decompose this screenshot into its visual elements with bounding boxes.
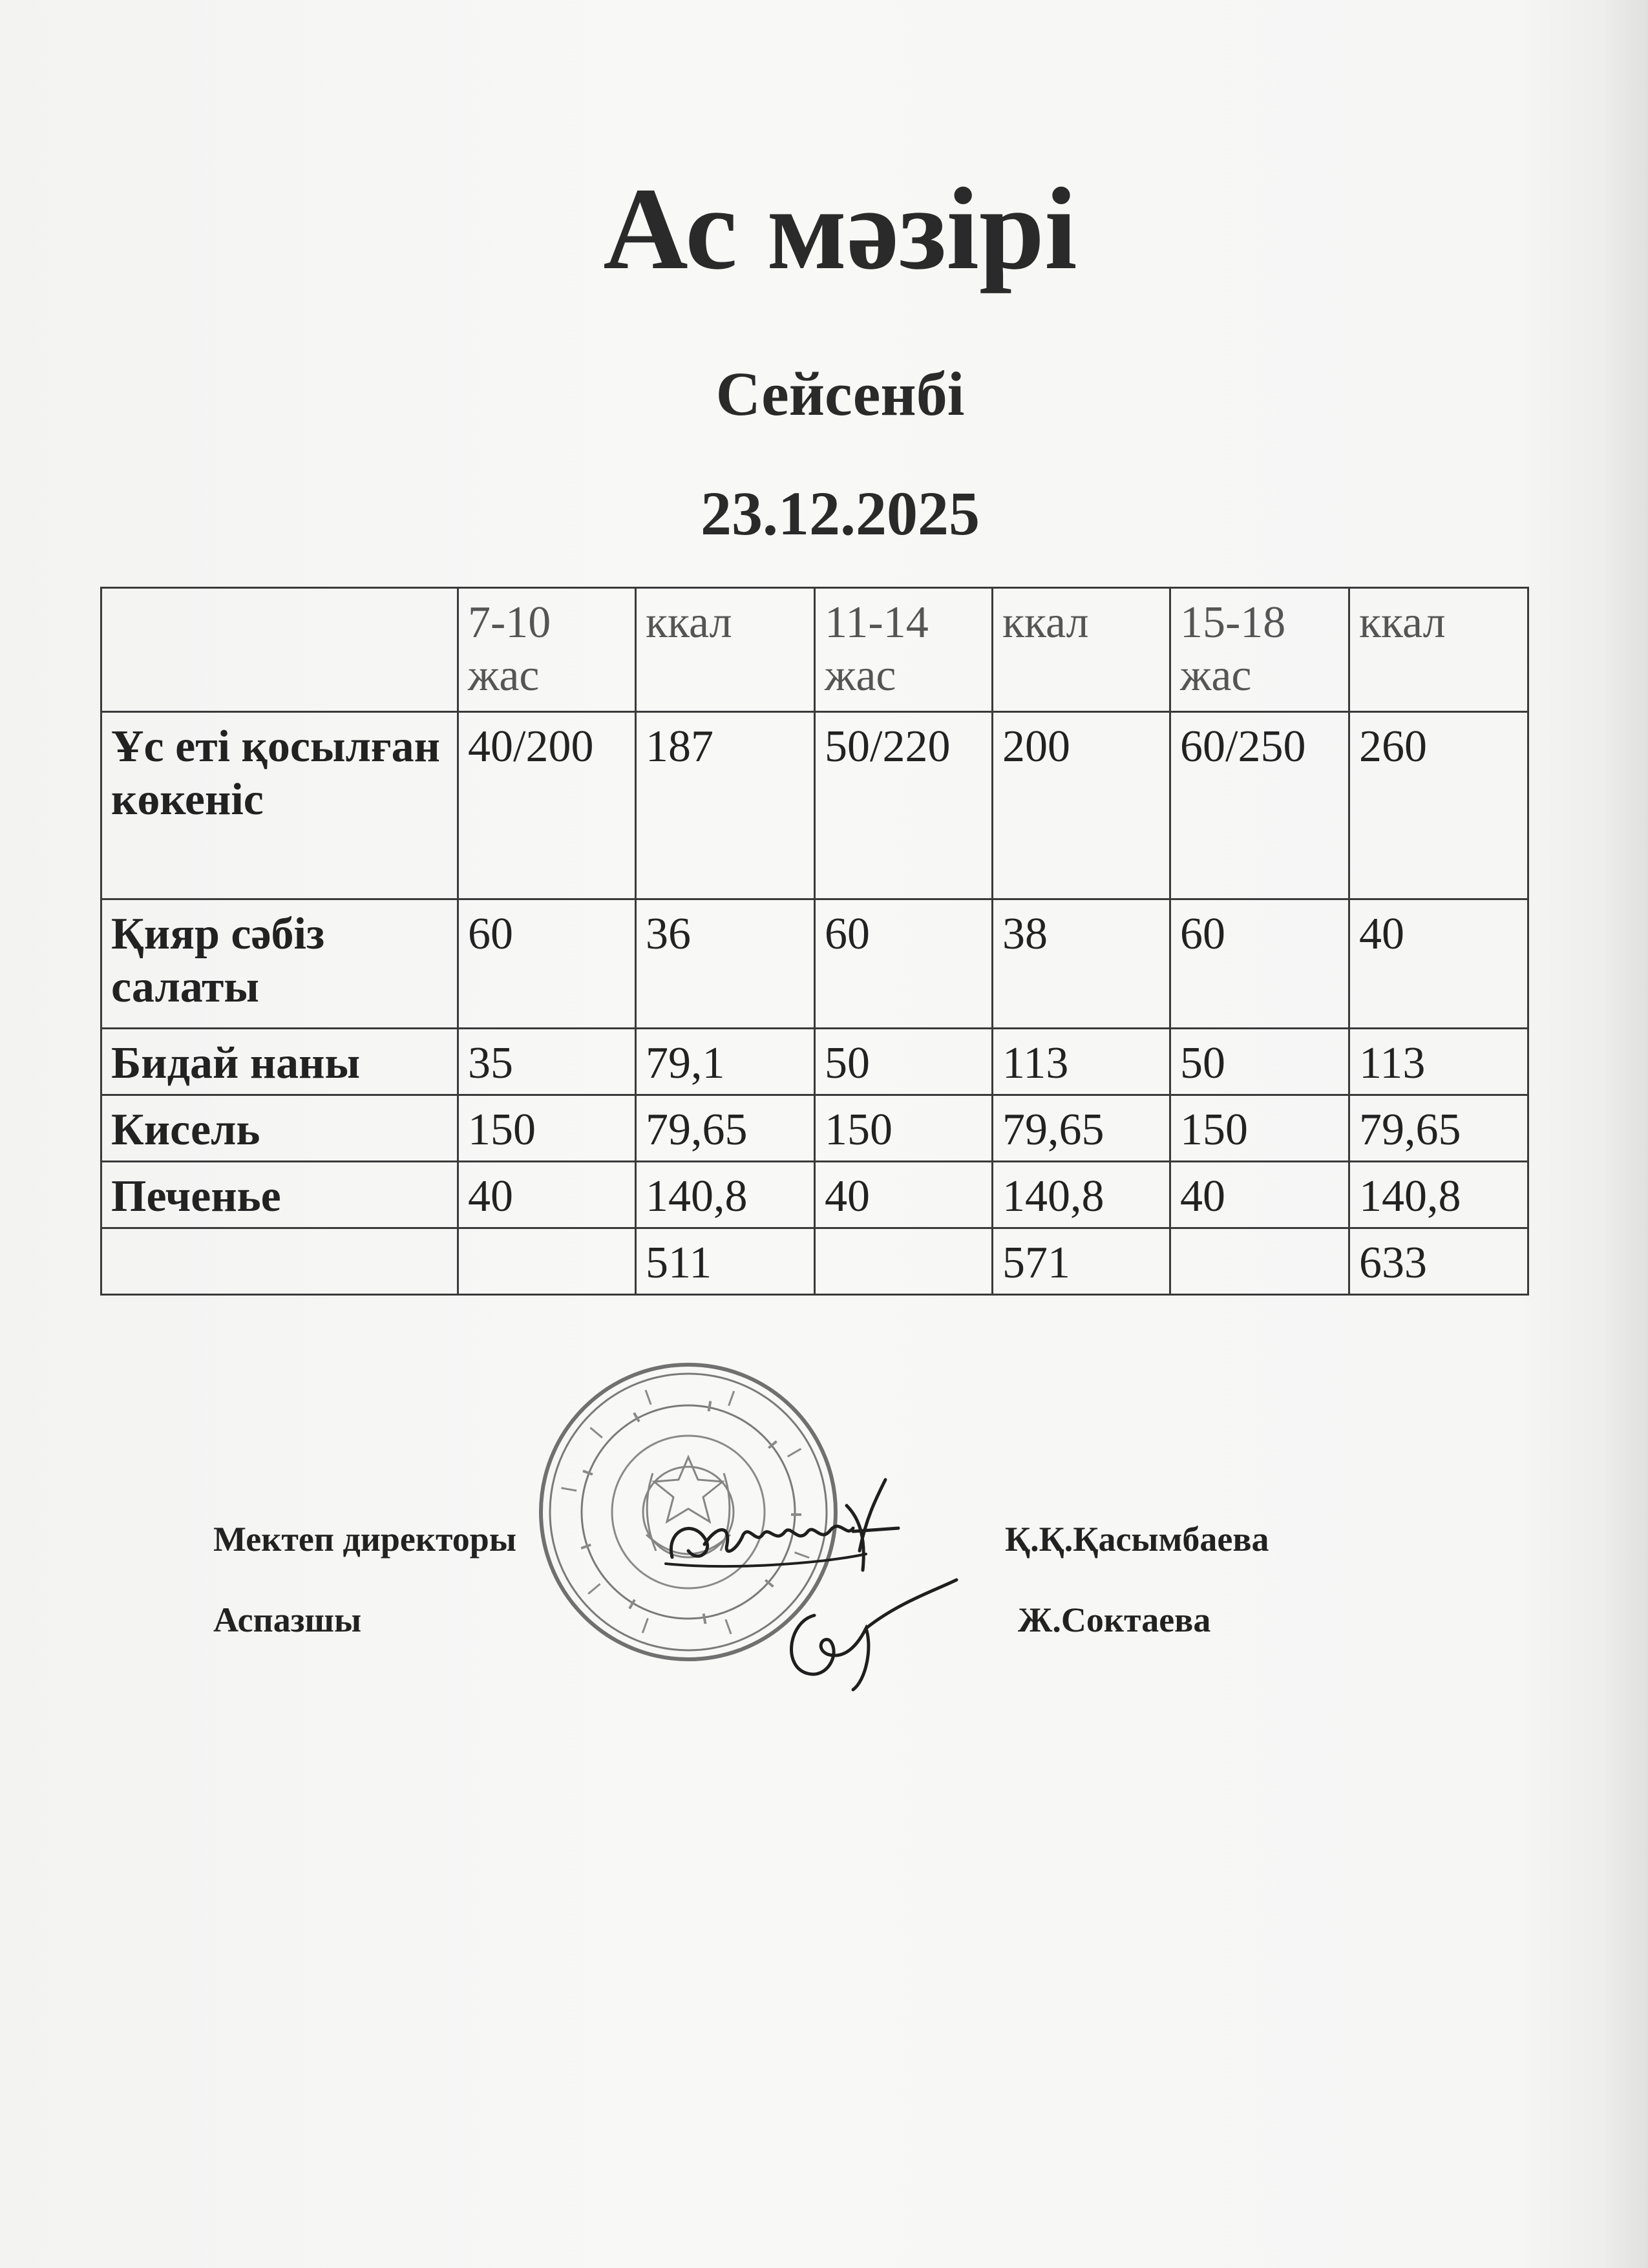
table-cell: 150 bbox=[1170, 1095, 1349, 1162]
menu-date: 23.12.2025 bbox=[701, 479, 980, 548]
table-cell: 79,65 bbox=[1349, 1095, 1528, 1162]
menu-table bbox=[100, 587, 1529, 1296]
table-cell: 40 bbox=[458, 1162, 636, 1228]
table-header-row bbox=[101, 588, 1528, 712]
header-kcal: ккал bbox=[636, 588, 815, 712]
table-cell: 60 bbox=[1170, 899, 1349, 1029]
table-cell: 60/250 bbox=[1170, 712, 1349, 899]
dish-name: Ұс еті қосылған көкеніс bbox=[101, 712, 458, 899]
cook-name: Ж.Соктаева bbox=[1018, 1601, 1211, 1639]
table-cell: 40 bbox=[1170, 1162, 1349, 1228]
header-age-7-10: 7-10 жас bbox=[458, 588, 636, 712]
total-kcal-11-14: 571 bbox=[993, 1228, 1170, 1295]
table-cell: 50 bbox=[1170, 1029, 1349, 1095]
table-row bbox=[101, 899, 1528, 1029]
document-title: Ас мәзірі bbox=[603, 164, 1077, 294]
table-cell: 79,1 bbox=[636, 1029, 815, 1095]
header-kcal: ккал bbox=[993, 588, 1170, 712]
day-of-week: Сейсенбі bbox=[715, 359, 965, 428]
table-cell: 50 bbox=[815, 1029, 993, 1095]
total-cell bbox=[1170, 1228, 1349, 1295]
table-row bbox=[101, 1029, 1528, 1095]
header-cell-empty bbox=[101, 588, 458, 712]
table-cell: 40/200 bbox=[458, 712, 636, 899]
header-age-15-18: 15-18 жас bbox=[1170, 588, 1349, 712]
totals-row bbox=[101, 1228, 1528, 1295]
total-cell bbox=[815, 1228, 993, 1295]
table-cell: 200 bbox=[993, 712, 1170, 899]
table-cell: 187 bbox=[636, 712, 815, 899]
director-role: Мектеп директоры bbox=[213, 1520, 516, 1559]
table-row bbox=[101, 1162, 1528, 1228]
table-cell: 40 bbox=[815, 1162, 993, 1228]
table-cell: 50/220 bbox=[815, 712, 993, 899]
director-name: Қ.Қ.Қасымбаева bbox=[1005, 1520, 1269, 1559]
total-kcal-15-18: 633 bbox=[1349, 1228, 1528, 1295]
table-cell: 40 bbox=[1349, 899, 1528, 1029]
paper-edge-shadow bbox=[1603, 0, 1648, 2268]
dish-name: Бидай наны bbox=[101, 1029, 458, 1095]
table-row bbox=[101, 712, 1528, 899]
dish-name: Кисель bbox=[101, 1095, 458, 1162]
table-cell: 38 bbox=[993, 899, 1170, 1029]
header-age-11-14: 11-14 жас bbox=[815, 588, 993, 712]
table-cell: 140,8 bbox=[636, 1162, 815, 1228]
table-cell: 113 bbox=[1349, 1029, 1528, 1095]
header-kcal: ккал bbox=[1349, 588, 1528, 712]
table-cell: 140,8 bbox=[993, 1162, 1170, 1228]
table-cell: 140,8 bbox=[1349, 1162, 1528, 1228]
table-cell: 260 bbox=[1349, 712, 1528, 899]
table-cell: 60 bbox=[815, 899, 993, 1029]
table-cell: 35 bbox=[458, 1029, 636, 1095]
table-row bbox=[101, 1095, 1528, 1162]
table-cell: 79,65 bbox=[636, 1095, 815, 1162]
table-cell: 60 bbox=[458, 899, 636, 1029]
table-cell: 150 bbox=[815, 1095, 993, 1162]
table-cell: 36 bbox=[636, 899, 815, 1029]
cook-signature-icon bbox=[769, 1577, 963, 1693]
dish-name: Печенье bbox=[101, 1162, 458, 1228]
total-cell bbox=[101, 1228, 458, 1295]
total-kcal-7-10: 511 bbox=[636, 1228, 815, 1295]
dish-name: Қияр сәбіз салаты bbox=[101, 899, 458, 1029]
cook-role: Аспазшы bbox=[213, 1601, 362, 1639]
total-cell bbox=[458, 1228, 636, 1295]
table-cell: 113 bbox=[993, 1029, 1170, 1095]
table-cell: 150 bbox=[458, 1095, 636, 1162]
table-cell: 79,65 bbox=[993, 1095, 1170, 1162]
